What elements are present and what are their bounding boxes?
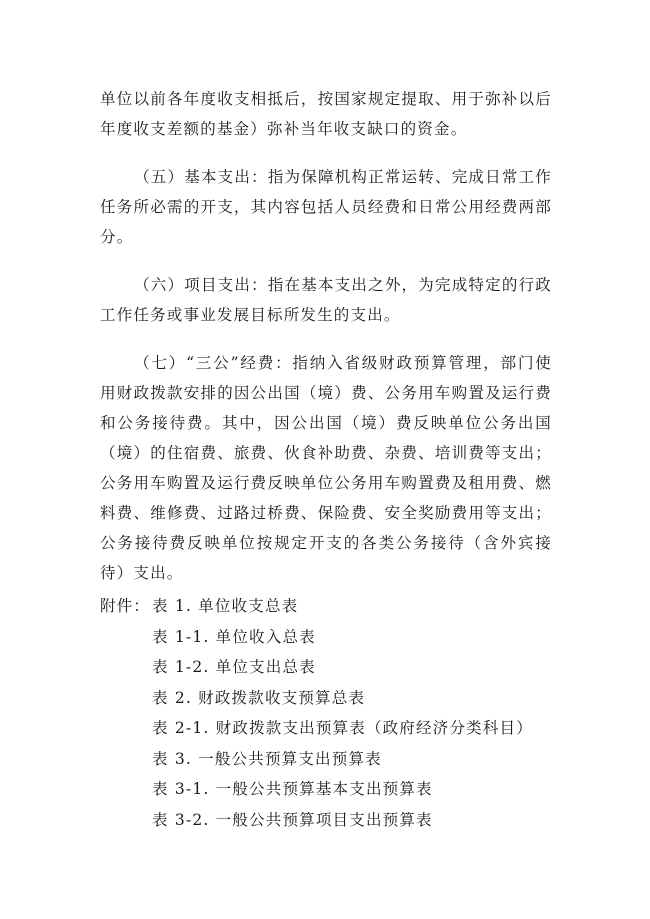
attachment-item: 表 3-1. 一般公共预算基本支出预算表: [152, 780, 433, 798]
attachment-row: [100, 713, 560, 744]
attachment-row: [100, 652, 560, 683]
attachments-list: [100, 591, 560, 835]
attachment-item: 表 2. 财政拨款收支预算总表: [152, 688, 366, 707]
attachment-row: [100, 622, 560, 653]
paragraph-fund-continuation: 单位以前各年度收支相抵后，按国家规定提取、用于弥补以后年度收支差额的基金）弥补当年收支缺口的资金。: [100, 90, 552, 138]
attachments-label: 附件：: [100, 597, 151, 615]
attachment-row: [100, 744, 560, 775]
attachment-item: 表 1. 单位收支总表: [152, 597, 299, 615]
attachment-item: 表 3-2. 一般公共预算项目支出预算表: [152, 810, 433, 829]
attachment-item: 表 1-1. 单位收入总表: [152, 627, 316, 646]
paragraph-basic-expenditure: （五）基本支出：指为保障机构正常运转、完成日常工作任务所必需的开支，其内容包括人员经费和日常公用经费两部分。: [100, 168, 552, 246]
attachment-item: 表 3. 一般公共预算支出预算表: [152, 749, 382, 768]
attachment-row: [100, 774, 560, 805]
paragraph-project-expenditure: （六）项目支出：指在基本支出之外，为完成特定的行政工作任务或事业发展目标所发生的支出。: [100, 276, 552, 324]
attachment-row: [100, 591, 560, 622]
attachment-row: [100, 805, 560, 836]
attachment-row: [100, 683, 560, 714]
attachment-item: 表 1-2. 单位支出总表: [152, 658, 316, 676]
paragraph-three-public-expenses: （七）“三公”经费：指纳入省级财政预算管理，部门使用财政拨款安排的因公出国（境）费、公务用车购置及运行费和公务接待费。其中，因公出国（境）费反映单位公务出国（境）的住宿费、旅费、伙食补助费、杂费、培训费等支出；公务用车购置及运行费反映单位公务用车购置费及租用费、燃料费、维修费、过路过桥费、保险费、安全奖励费用等支出；公务接待费反映单位按规定开支的各类公务接待（含外宾接待）支出。: [100, 354, 552, 582]
attachment-item: 表 2-1. 财政拨款支出预算表（政府经济分类科目）: [152, 719, 533, 737]
